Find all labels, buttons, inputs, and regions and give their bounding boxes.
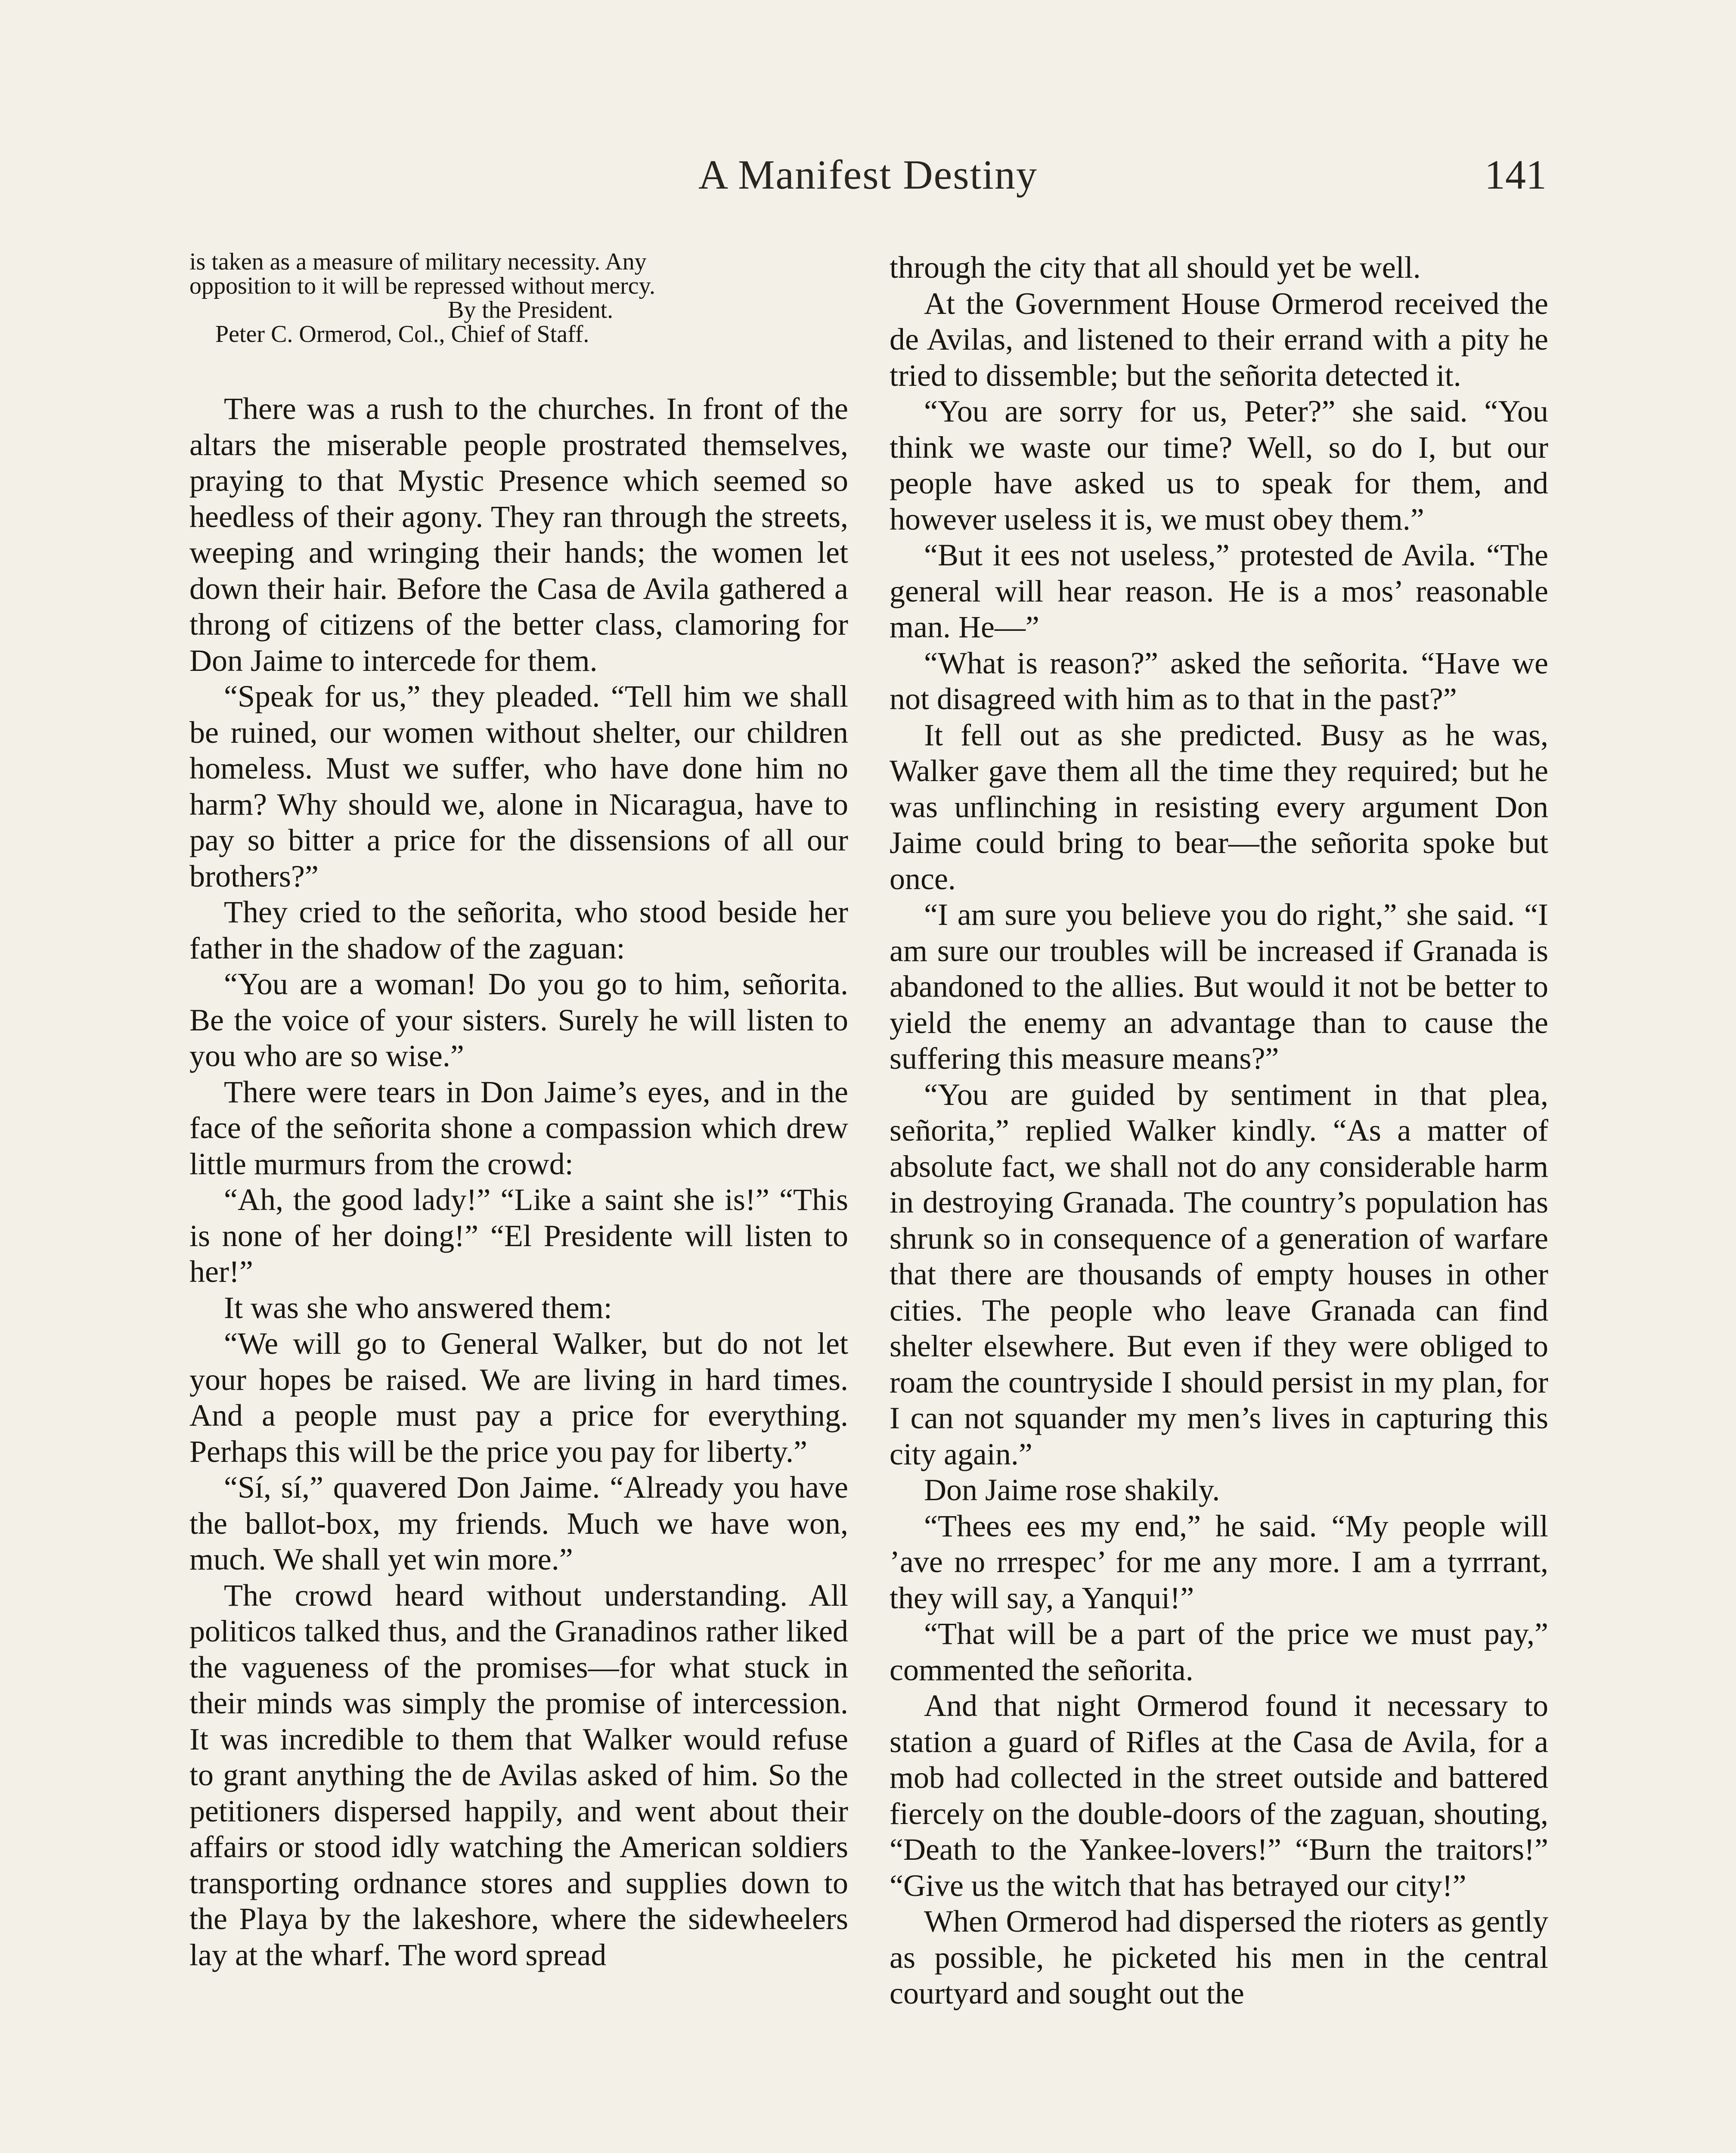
notice-line: opposition to it will be repressed without mercy. (189, 273, 655, 299)
running-title: A Manifest Destiny (698, 152, 1038, 198)
page-number: 141 (1485, 152, 1547, 198)
paragraph: And that night Ormerod found it necessary to station a guard of Rifles at the Casa de Avila, for a mob had collected in the street outside and battered fiercely on the double-doors of the zaguan, shouting, “Death to the Yankee-lovers!” “Burn the traitors!” “Give us the witch that has betrayed our city!” (890, 1688, 1548, 1903)
paragraph: Don Jaime rose shakily. (924, 1473, 1220, 1507)
page-header (0, 151, 1736, 215)
paragraph: “I am sure you believe you do right,” she said. “I am sure our troubles will be increased if Granada is abandoned to the allies. But would it not be better to yield the enemy an advantage than to cause the suffering this measure means?” (890, 897, 1548, 1076)
paragraph: “You are sorry for us, Peter?” she said. “You think we waste our time? Well, so do I, but our people have asked us to speak for them, and however useless it is, we must obey them.” (890, 394, 1548, 537)
paragraph: “That will be a part of the price we must pay,” commented the señorita. (890, 1616, 1548, 1687)
paragraph: There was a rush to the churches. In front of the altars the miserable people prostrated themselves, praying to that Mystic Presence which seemed so heedless of their agony. They ran through the streets, weeping and wringing their hands; the women let down their hair. Before the Casa de Avila gathered a throng of citizens of the better class, clamoring for Don Jaime to intercede for them. (189, 391, 848, 678)
paragraph: It was she who answered them: (224, 1290, 612, 1325)
paragraph: “Ah, the good lady!” “Like a saint she is!” “This is none of her doing!” “El Presidente will listen to her!” (189, 1182, 848, 1289)
right-column (890, 250, 1548, 2012)
paragraph: “You are guided by sentiment in that plea, señorita,” replied Walker kindly. “As a matter of absolute fact, we shall not do any considerable harm in destroying Granada. The country’s population has shrunk so in consequence of a generation of warfare that there are thousands of empty houses in other cities. The people who leave Granada can find shelter elsewhere. But even if they were obliged to roam the countryside I should persist in my plan, for I can not squander my men’s lives in capturing this city again.” (890, 1077, 1548, 1471)
notice-signature: Peter C. Ormerod, Col., Chief of Staff. (215, 321, 589, 347)
left-column (189, 250, 848, 1973)
paragraph: “Sí, sí,” quavered Don Jaime. “Already you have the ballot-box, my friends. Much we have won, much. We shall yet win more.” (189, 1470, 848, 1576)
paragraph: It fell out as she predicted. Busy as he was, Walker gave them all the time they required; but he was unflinching in resisting every argument Don Jaime could bring to bear—the señorita spoke but once. (890, 717, 1548, 896)
paragraph: “But it ees not useless,” protested de Avila. “The general will hear reason. He is a mos’ reasonable man. He—” (890, 538, 1548, 644)
paragraph: The crowd heard without understanding. All politicos talked thus, and the Granadinos rather liked the vagueness of the promises—for what stuck in their minds was simply the promise of intercession. It was incredible to them that Walker would refuse to grant anything the de Avilas asked of him. So the petitioners dispersed happily, and went about their affairs or stood idly watching the American soldiers transporting ordnance stores and supplies down to the Playa by the lakeshore, where the sidewheelers lay at the wharf. The word spread (189, 1578, 848, 1972)
proclamation-notice (189, 250, 848, 346)
paragraph: “You are a woman! Do you go to him, señorita. Be the voice of your sisters. Surely he will listen to you who are so wise.” (189, 967, 848, 1073)
paragraph: When Ormerod had dispersed the rioters as gently as possible, he picketed his men in the central courtyard and sought out the (890, 1904, 1548, 2010)
notice-by-president: By the President. (448, 297, 614, 323)
paragraph: “Thees ees my end,” he said. “My people will ’ave no rrrespec’ for me any more. I am a tyrrrant, they will say, a Yanqui!” (890, 1508, 1548, 1615)
notice-line: is taken as a measure of military necessity. Any (189, 248, 647, 275)
paragraph: “What is reason?” asked the señorita. “Have we not disagreed with him as to that in the past?” (890, 645, 1548, 716)
paragraph: They cried to the señorita, who stood beside her father in the shadow of the zaguan: (189, 895, 848, 965)
paragraph: There were tears in Don Jaime’s eyes, and in the face of the señorita shone a compassion which drew little murmurs from the crowd: (189, 1074, 848, 1181)
paragraph: “Speak for us,” they pleaded. “Tell him we shall be ruined, our women without shelter, our children homeless. Must we suffer, who have done him no harm? Why should we, alone in Nicaragua, have to pay so bitter a price for the dissensions of all our brothers?” (189, 679, 848, 893)
paragraph: At the Government House Ormerod received the de Avilas, and listened to their errand with a pity he tried to dissemble; but the señorita detected it. (890, 286, 1548, 393)
paragraph: “We will go to General Walker, but do not let your hopes be raised. We are living in hard times. And a people must pay a price for everything. Perhaps this will be the price you pay for liberty.” (189, 1326, 848, 1469)
paragraph-continuation: through the city that all should yet be well. (890, 250, 1421, 285)
